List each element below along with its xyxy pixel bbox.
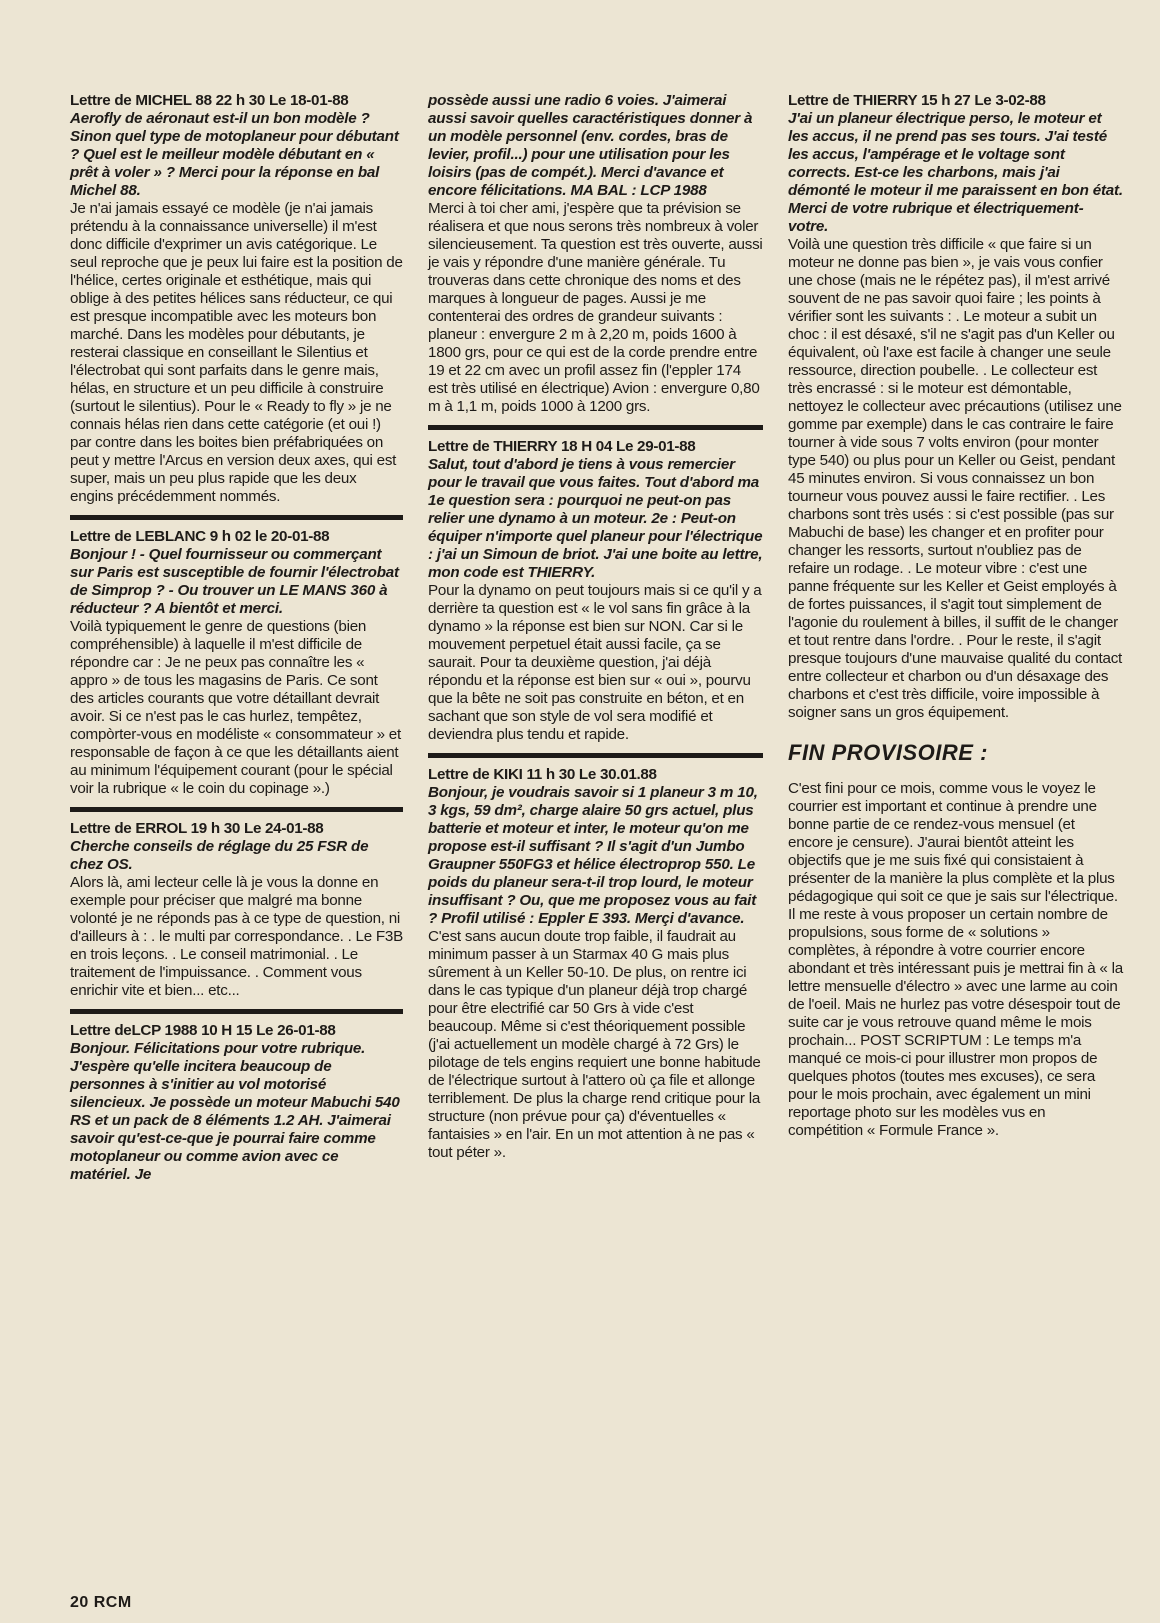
letter-thierry-1 [428,438,763,744]
letter-question: Cherche conseils de réglage du 25 FSR de chez OS. [70,838,369,873]
letter-question: possède aussi une radio 6 voies. J'aimerai aussi savoir quelles caractéristiques donner à un modèle personnel (env. cordes, bras de levier, profil...) pour une utilisation pour les loisirs (pas de compét.). Merci d'avance et encore félicitations. MA BAL : LCP 1988 [428,92,753,199]
divider [428,753,763,758]
letter-lcp [70,1022,403,1184]
letter-answer: Voilà typiquement le genre de questions (bien compréhensible) à laquelle il m'est difficile de répondre car : Je ne peux pas connaître les « appro » de tous les magasins de Paris. Ce sont des articles courants que votre détaillant devrait avoir. Si ce n'est pas le cas hurlez, tempêtez, compòrter-vous en modéliste « consommateur » et responsable de façon à ce que les détaillants aient au minimum l'équipement courant (pour le spécial voir la rubrique « le coin du copinage ».) [70,618,401,797]
letter-header: Lettre deLCP 1988 10 H 15 Le 26-01-88 [70,1022,336,1039]
letter-thierry-2 [788,92,1123,722]
letter-header: Lettre de ERROL 19 h 30 Le 24-01-88 [70,820,324,837]
letter-answer: Pour la dynamo on peut toujours mais si ce qu'il y a derrière ta question est « le vol sans fin grâce à la dynamo » la réponse est bien sur NON. Car si le mouvement perpetuel était aussi facile, ça se saurait. Pour ta deuxième question, j'ai déjà répondu et la réponse est bien sur « oui », pourvu que la bête ne soit pas construite en béton, et en sachant que son style de vol sera modifié et deviendra plus tendu et rapide. [428,582,762,743]
letter-leblanc [70,528,403,798]
closing-text: C'est fini pour ce mois, comme vous le voyez le courrier est important et continue à prendre une bonne partie de ce rendez-vous mensuel (et encore je censure). J'aurai bientôt atteint les objectifs que je me suis fixé qui consistaient à présenter de la manière la plus complète et la plus pédagogique qui soit ce que je sais sur l'électrique. Il me reste à vous proposer un certain nombre de propulsions, sous forme de « solutions » complètes, à répondre à votre courrier encore abondant et très intéressant puis je mettrai fin à « la lettre mensuelle d'électro » avec une larme au coin de l'oeil. Mais ne hurlez pas votre désespoir tout de suite car je vous retrouve quand même le mois prochain... POST SCRIPTUM : Le temps m'a manqué ce mois-ci pour illustrer mon propos de quelques photos (toutes mes excuses), ce sera pour le mois prochain, avec également un mini reportage photo sur les modèles vus en compétition « Formule France ». [788,780,1123,1139]
divider [70,807,403,812]
column-2 [428,92,763,1168]
letter-michel [70,92,403,506]
magazine-name: RCM [93,1594,132,1611]
letter-header: Lettre de LEBLANC 9 h 02 le 20-01-88 [70,528,330,545]
letter-question: Bonjour ! - Quel fournisseur ou commerçant sur Paris est susceptible de fournir l'électrobat de Simprop ? - Ou trouver un LE MANS 360 à réducteur ? A bientôt et merci. [70,546,399,617]
letter-errol [70,820,403,1000]
letter-header: Lettre de THIERRY 18 H 04 Le 29-01-88 [428,438,696,455]
letter-header: Lettre de KIKI 11 h 30 Le 30.01.88 [428,766,657,783]
page-footer [70,1594,132,1612]
page-number: 20 [70,1594,89,1611]
closing-title: FIN PROVISOIRE : [788,740,988,765]
letter-answer: C'est sans aucun doute trop faible, il faudrait au minimum passer à un Starmax 40 G mais plus sûrement à un Keller 50-10. De plus, on rentre ici dans le cas typique d'un planeur déjà trop chargé pour être electrifié car 50 Grs à vide c'est beaucoup. Même si c'est théoriquement possible (j'ai actuellement un modèle chargé à 72 Grs) le pilotage de tels engins requiert une bonne habitude de l'électrique surtout à l'attero où ça file et allonge terriblement. De plus la charge rend critique pour la structure (non prévue pour ça) d'éventuelles « fantaisies » en l'air. En un mot attention à ne pas « tout péter ». [428,928,761,1161]
column-1 [70,92,403,1190]
divider [428,425,763,430]
letter-header: Lettre de THIERRY 15 h 27 Le 3-02-88 [788,92,1046,109]
column-3 [788,92,1123,1140]
letter-lcp-continued [428,92,763,416]
letter-question: Aerofly de aéronaut est-il un bon modèle ? Sinon quel type de motoplaneur pour débutant ? Quel est le meilleur modèle débutant en « prêt à voler » ? Merci pour la réponse en bal Michel 88. [70,110,399,199]
letter-answer: Je n'ai jamais essayé ce modèle (je n'ai jamais prétendu à la connaissance universelle) il m'est donc difficile d'exprimer un avis catégorique. Le seul reproche que je peux lui faire est la position de l'hélice, certes originale et esthétique, mais qui oblige à des petites hélices sans réducteur, ce qui est presque incompatible avec les moteurs bon marché. Dans les modèles pour débutants, je resterai classique en conseillant le Silentius et l'électrobat qui sont parfaits dans le genre mais, hélas, en structure et un peu difficile à construire (surtout le silentius). Pour le « Ready to fly » je ne connais hélas rien dans cette catégorie (et oui !) par contre dans les boites bien préfabriquées on peut y mettre l'Arcus en version deux axes, qui est super, mais un peu plus rapide que les deux engins précédemment nommés. [70,200,403,505]
letter-question: Bonjour. Félicitations pour votre rubrique. J'espère qu'elle incitera beaucoup de personnes à s'initier au vol motorisé silencieux. Je possède un moteur Mabuchi 540 RS et un pack de 8 éléments 1.2 AH. J'aimerai savoir qu'est-ce-que je pourrai faire comme motoplaneur ou comme avion avec ce matériel. Je [70,1040,400,1183]
divider [70,1009,403,1014]
letter-answer: Voilà une question très difficile « que faire si un moteur ne donne pas bien », je vais vous confier une chose (mais ne le répétez pas), il m'est arrivé souvent de ne pas savoir quoi faire ; les points à vérifier sont les suivants : . Le moteur a subit un choc : il est désaxé, s'il ne s'agit pas d'un Keller ou équivalent, où l'axe est facile à changer une seule ressource, direction poubelle. . Le collecteur est très encrassé : si le moteur est démontable, nettoyez le collecteur avec précautions (utilisez une gomme par exemple) dans le cas contraire le faire tourner à vide sous 7 volts environ (pour monter type 540) ou plus pour un Keller ou Geist, pendant 45 minutes environ. Si vous connaissez un bon tourneur vous pouvez aussi le faire rectifier. . Les charbons sont très usés : si c'est possible (pas sur Mabuchi de base) les changer et en profiter pour changer les ressorts, surtout n'oubliez pas de refaire un rodage. . Le moteur vibre : c'est une panne fréquente sur les Keller et Geist employés à de fortes puissances, il s'agit tout simplement de l'agonie du roulement à billes, il suffit de le changer et tout rentre dans l'ordre. . Pour le reste, il s'agit presque toujours d'une mauvaise qualité du contact entre collecteur et charbon ou d'un désaxage des charbons et c'est très difficile, voire impossible à soigner sans un gros équipement. [788,236,1123,721]
letter-question: Bonjour, je voudrais savoir si 1 planeur 3 m 10, 3 kgs, 59 dm², charge alaire 50 grs actuel, plus batterie et moteur et inter, le moteur qu'on me propose est-il suffisant ? Il s'agit d'un Jumbo Graupner 550FG3 et hélice électroprop 550. Le poids du planeur sera-t-il trop lourd, le moteur insuffisant ? Ou, que me proposez vous au fait ? Profil utilisé : Eppler E 393. Merçi d'avance. [428,784,758,927]
letter-question: Salut, tout d'abord je tiens à vous remercier pour le travail que vous faites. Tout d'abord ma 1e question sera : pourquoi ne peut-on pas relier une dynamo à un moteur. 2e : Peut-on équiper n'importe quel planeur pour l'électrique : j'ai un Simoun de briot. J'ai une boite au lettre, mon code est THIERRY. [428,456,763,581]
letter-kiki [428,766,763,1162]
divider [70,515,403,520]
letter-question: J'ai un planeur électrique perso, le moteur et les accus, il ne prend pas ses tours. J'ai testé les accus, l'ampérage et le voltage sont corrects. Est-ce les charbons, mais j'ai démonté le moteur il me paraissent en bon état. Merci de votre rubrique et électriquement-votre. [788,110,1123,235]
letter-answer: Merci à toi cher ami, j'espère que ta prévision se réalisera et que nous serons très nombreux à voler silencieusement. Ta question est très ouverte, aussi je vais y répondre d'une manière générale. Tu trouveras dans cette chronique des noms et des marques à longueur de pages. Aussi je me contenterai des ordres de grandeur suivants : planeur : envergure 2 m à 2,20 m, poids 1600 à 1800 grs, pour ce qui est de la corde prendre entre 19 et 22 cm avec un profil assez fin (l'eppler 174 est très utilisé en électrique) Avion : envergure 0,80 m à 1,1 m, poids 1000 à 1200 grs. [428,200,763,415]
letter-answer: Alors là, ami lecteur celle là je vous la donne en exemple pour préciser que malgré ma bonne volonté je ne réponds pas à ce type de question, ni d'ailleurs à : . le multi par correspondance. . Le F3B en trois leçons. . Le conseil matrimonial. . Le traitement de l'impuissance. . Comment vous enrichir vite et bien... etc... [70,874,403,999]
letter-header: Lettre de MICHEL 88 22 h 30 Le 18-01-88 [70,92,349,109]
